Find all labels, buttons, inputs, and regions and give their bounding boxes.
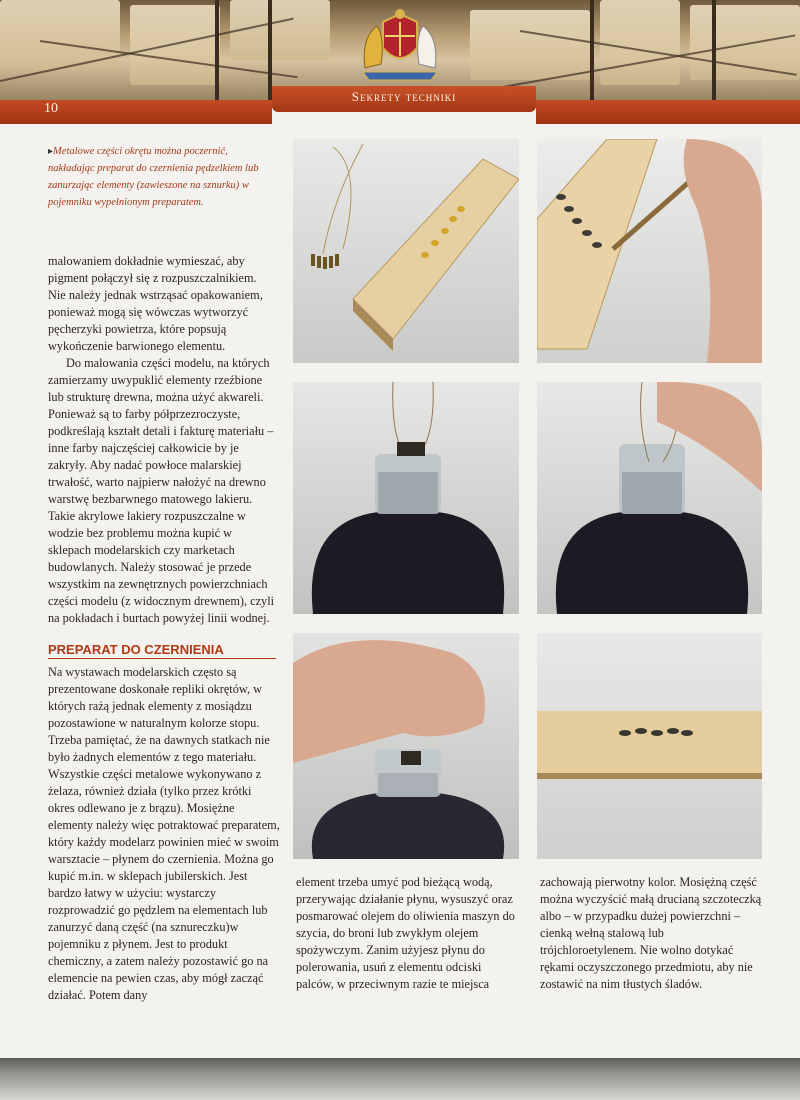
- page-number: 10: [44, 101, 58, 116]
- header-bar-right: [536, 100, 800, 124]
- paragraph: element trzeba umyć pod bieżącą wodą, przerywając działanie płynu, wysuszyć oraz posmarować olejem do oliwienia maszyn do szycia, do broni lub zwykłym olejem spożywczym. Zanim użyjesz płynu do polerowania, usuń z elementu odciski palców, w przeciwnym razie te miejsca: [296, 875, 515, 991]
- royal-crest-icon: [345, 8, 455, 86]
- photo-caption: [48, 143, 268, 211]
- paragraph: malowaniem dokładnie wymieszać, aby pigment połączył się z rozpuszczalnikiem. Nie należy jednak wstrząsać opakowaniem, ponieważ mogą się wówczas wytworzyć pęcherzyki powietrza, które popsują wykończenie barwionego elementu.: [48, 254, 263, 353]
- text-column-2: [48, 664, 280, 1004]
- photo-bottle-soak: [537, 382, 762, 614]
- scan-edge: [0, 1058, 800, 1100]
- header-banner: [0, 0, 800, 100]
- paragraph: Do malowania części modelu, na których zamierzamy uwypuklić elementy rzeźbione lub strukturę drewna, można użyć akwareli. Ponieważ są to farby półprzezroczyste, podkreślają kształt detali i fakturę materiału – inne farby najczęściej całkowicie by je zakryły. Aby nadać powłoce malarskiej trwałość, warto najpierw nałożyć na drewno warstwę bezbarwnego matowego lakieru. Takie akrylowe lakiery rozpuszczalne w wodzie bez problemu można kupić w sklepach modelarskich czy marketach budowlanych. Należy stosować je przede wszystkim na zewnętrznych powierzchniach części modelu (z widocznym drewnem), czyli na pokładach i burtach powyżej linii wodnej.: [48, 356, 275, 625]
- photo-blackened-parts: [537, 633, 762, 859]
- text-column-3: [296, 874, 522, 993]
- section-heading: PREPARAT DO CZERNIENIA: [48, 642, 276, 659]
- photo-wood-strip-chain: [293, 139, 519, 363]
- photo-brush-blackening: [537, 139, 762, 363]
- paragraph: zachowają pierwotny kolor. Mosiężną część można wyczyścić małą drucianą szczoteczką albo – w przypadku dużej powierzchni – cienką wełną stalową lub trójchloroetylenem. Nie wolno dotykać rękami oczyszczonego przedmiotu, aby nie zostawić na nim tłustych śladów.: [540, 875, 762, 991]
- photo-hand-bottle: [293, 633, 519, 859]
- photo-bottle-dip: [293, 382, 519, 614]
- text-column-1: [48, 253, 276, 627]
- caption-text: Metalowe części okrętu można poczernić, nakładając preparat do czernienia pędzelkiem lub zanurzając elementy (zawieszone na sznurku) w pojemniku wypełnionym preparatem.: [48, 146, 259, 208]
- section-title: Sekrety techniki: [351, 89, 457, 104]
- caption-marker-icon: ▸: [48, 146, 54, 157]
- text-column-4: [540, 874, 762, 993]
- header-bar-left: [0, 100, 272, 124]
- paragraph: Na wystawach modelarskich często są prezentowane doskonałe repliki okrętów, w których rażą jednak elementy z mosiądzu pozostawione w naturalnym kolorze stopu. Trzeba pamiętać, że na dawnych statkach nie było żadnych elementów z tego materiału. Wszystkie części metalowe wykonywano z żelaza, również działa (tylko przez krótki okres odlewano je z brązu). Mosiężne elementy należy więc potraktować preparatem, który każdy modelarz powinien mieć w swoim warsztacie – płynem do czernienia. Można go kupić m.in. w sklepach jubilerskich. Jest bardzo łatwy w użyciu: wystarczy rozprowadzić go pędzlem na elementach lub zanurzyć daną część (na sznureczku)w pojemniku z płynem. Jest to produkt chemiczny, a zatem należy pozostawić go na elemencie na pewien czas, aby mógł zacząć działać. Potem dany: [48, 665, 280, 1002]
